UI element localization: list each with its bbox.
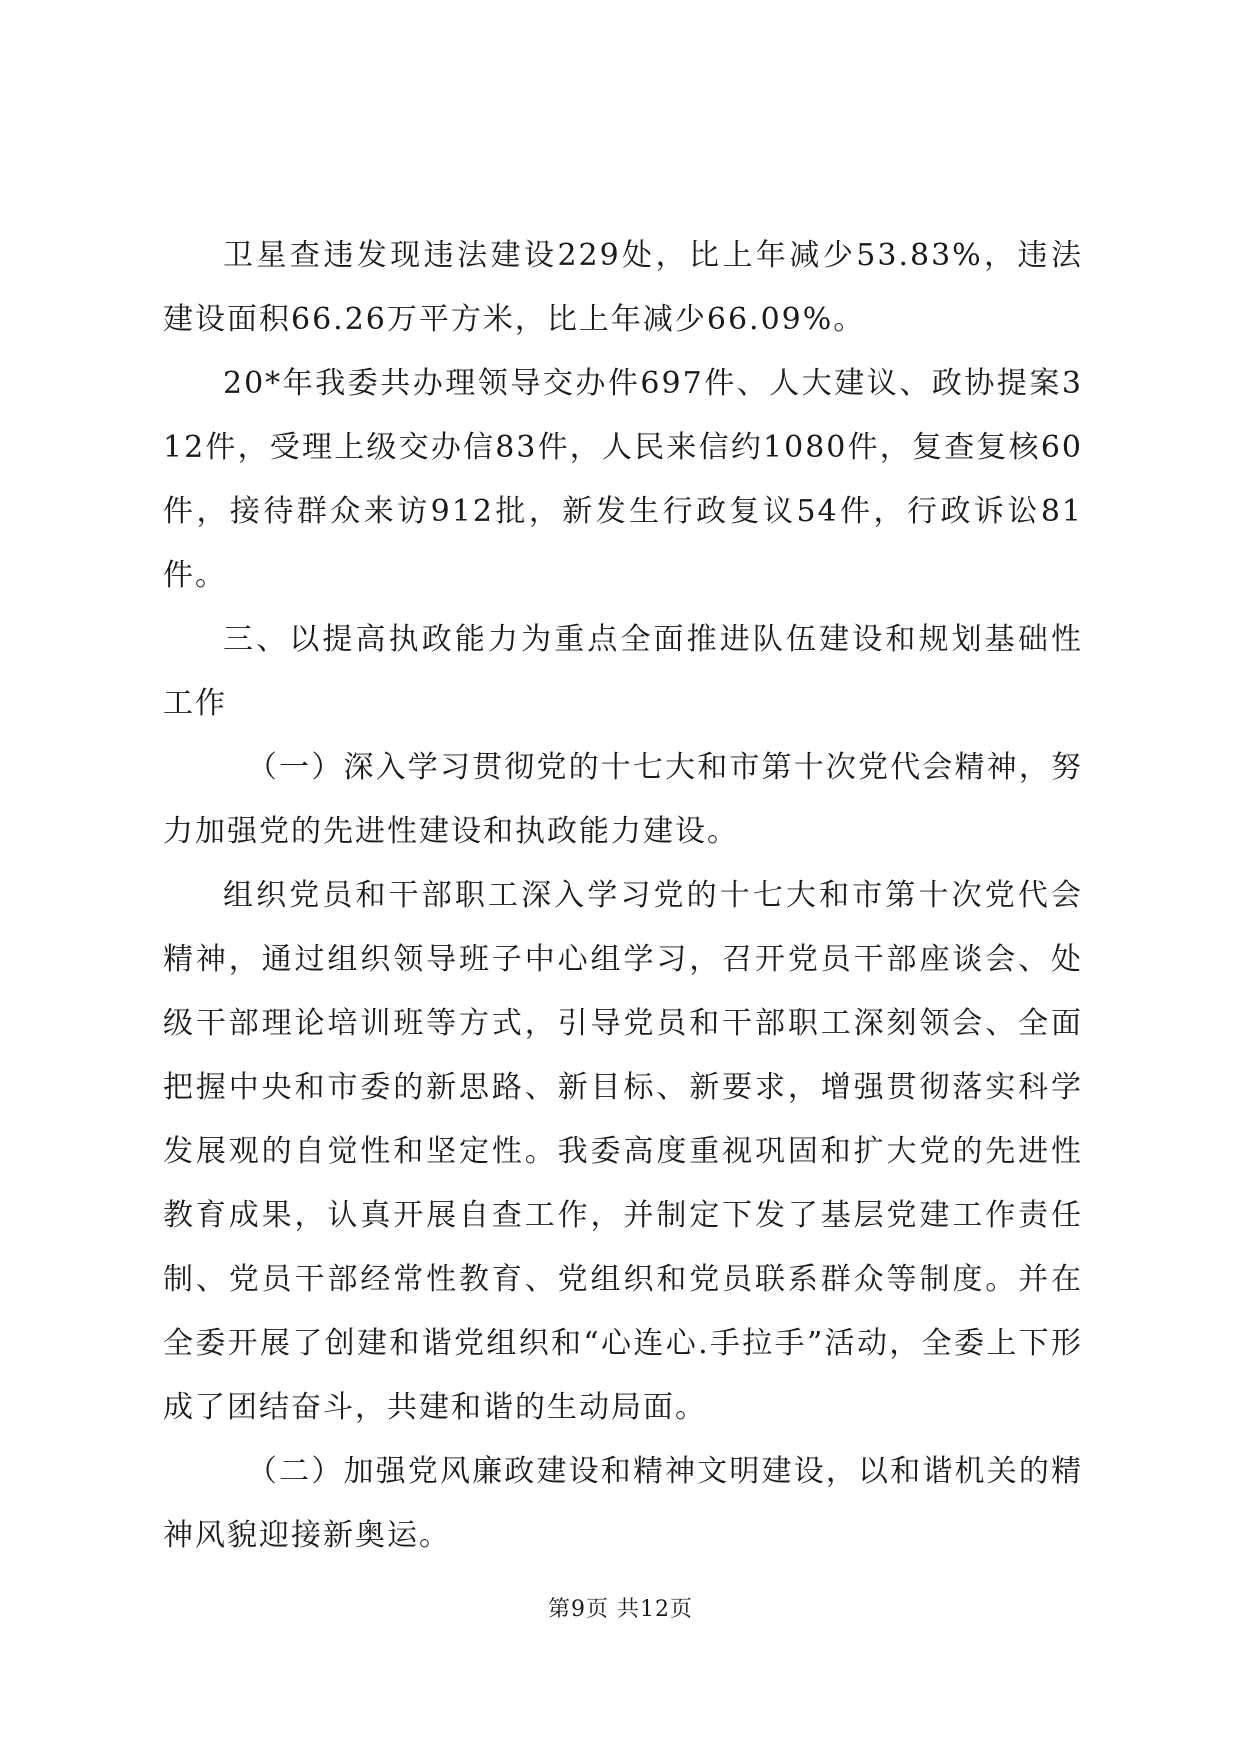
paragraph-party-study: 组织党员和干部职工深入学习党的十七大和市第十次党代会精神，通过组织领导班子中心组学习，召开党员干部座谈会、处级干部理论培训班等方式，引导党员和干部职工深刻领会、全面把握中央和市委的新思路、新目标、新要求，增强贯彻落实科学发展观的自觉性和坚定性。我委高度重视巩固和扩大党的先进性教育成果，认真开展自查工作，并制定下发了基层党建工作责任制、党员干部经常性教育、党组织和党员联系群众等制度。并在全委开展了创建和谐党组织和“心连心.手拉手”活动，全委上下形成了团结奋斗，共建和谐的生动局面。	[163, 878, 1083, 1425]
paragraph-violation-stats: 卫星查违发现违法建设229处，比上年减少53.83%，违法建设面积66.26万平方米，比上年减少66.09%。	[163, 238, 1083, 337]
subsection-heading-one: （一）深入学习贯彻党的十七大和市第十次党代会精神，努力加强党的先进性建设和执政能力建设。	[163, 750, 1083, 849]
paragraph-case-handling: 20*年我委共办理领导交办件697件、人大建议、政协提案312件，受理上级交办信83件，人民来信约1080件，复查复核60件，接待群众来访912批，新发生行政复议54件，行政诉讼81件。	[163, 366, 1083, 593]
page-number-footer: 第9页 共12页	[548, 1597, 693, 1622]
section-heading-three: 三、以提高执政能力为重点全面推进队伍建设和规划基础性工作	[163, 622, 1083, 721]
document-body	[163, 224, 1083, 1568]
subsection-heading-two: （二）加强党风廉政建设和精神文明建设，以和谐机关的精神风貌迎接新奥运。	[163, 1454, 1083, 1553]
